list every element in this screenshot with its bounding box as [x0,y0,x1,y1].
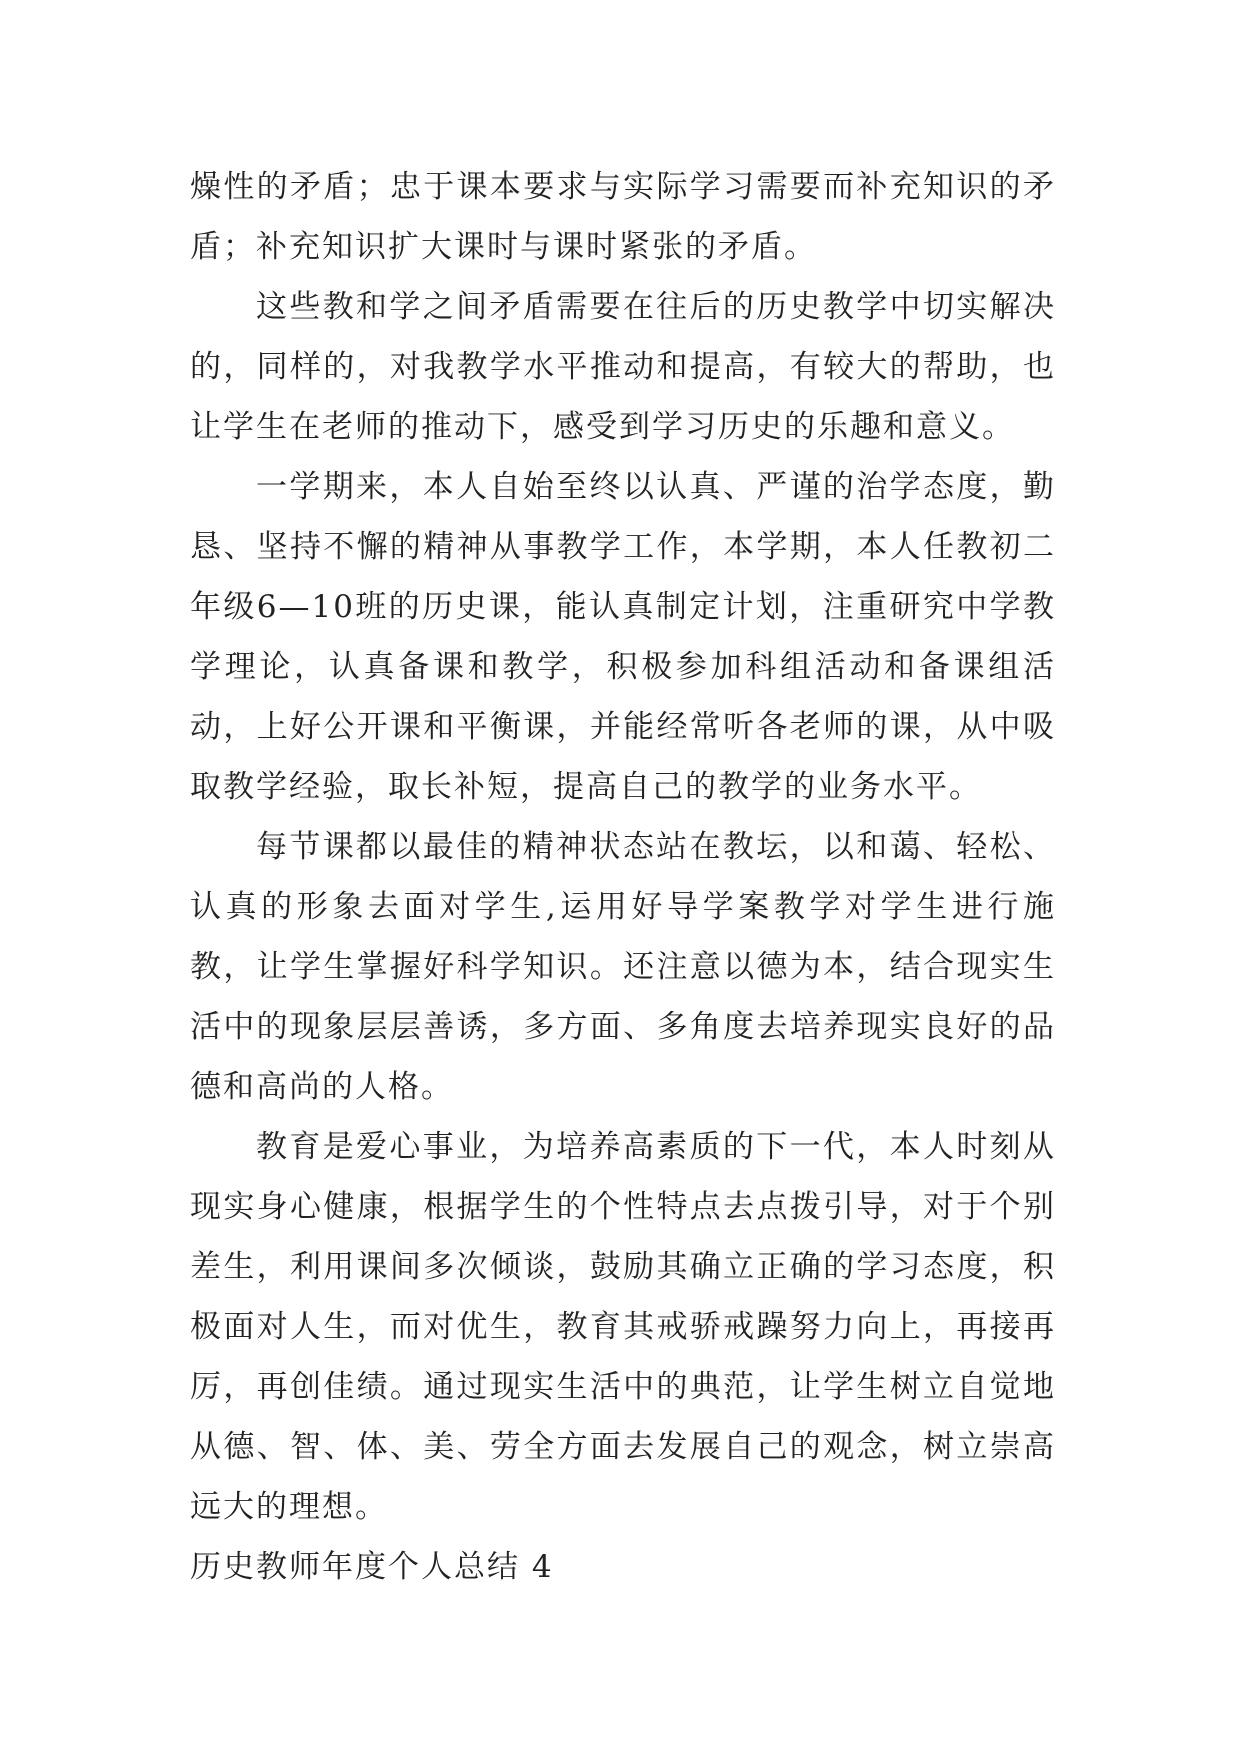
document-body [190,157,1056,1597]
paragraph-5: 教育是爱心事业，为培养高素质的下一代，本人时刻从现实身心健康，根据学生的个性特点去点拨引导，对于个别差生，利用课间多次倾谈，鼓励其确立正确的学习态度，积极面对人生，而对优生，教育其戒骄戒躁努力向上，再接再厉，再创佳绩。通过现实生活中的典范，让学生树立自觉地从德、智、体、美、劳全方面去发展自己的观念，树立崇高远大的理想。 [190,1129,1056,1525]
section-heading: 历史教师年度个人总结 4 [190,1549,554,1585]
paragraph-2: 这些教和学之间矛盾需要在往后的历史教学中切实解决的，同样的，对我教学水平推动和提高，有较大的帮助，也让学生在老师的推动下，感受到学习历史的乐趣和意义。 [190,289,1056,445]
paragraph-1: 燥性的矛盾；忠于课本要求与实际学习需要而补充知识的矛盾；补充知识扩大课时与课时紧张的矛盾。 [190,169,1056,265]
paragraph-4: 每节课都以最佳的精神状态站在教坛，以和蔼、轻松、认真的形象去面对学生,运用好导学案教学对学生进行施教，让学生掌握好科学知识。还注意以德为本，结合现实生活中的现象层层善诱，多方面、多角度去培养现实良好的品德和高尚的人格。 [190,829,1056,1105]
paragraph-3: 一学期来，本人自始至终以认真、严谨的治学态度，勤恳、坚持不懈的精神从事教学工作，本学期，本人任教初二年级6—10班的历史课，能认真制定计划，注重研究中学教学理论，认真备课和教学，积极参加科组活动和备课组活动，上好公开课和平衡课，并能经常听各老师的课，从中吸取教学经验，取长补短，提高自己的教学的业务水平。 [190,469,1056,805]
